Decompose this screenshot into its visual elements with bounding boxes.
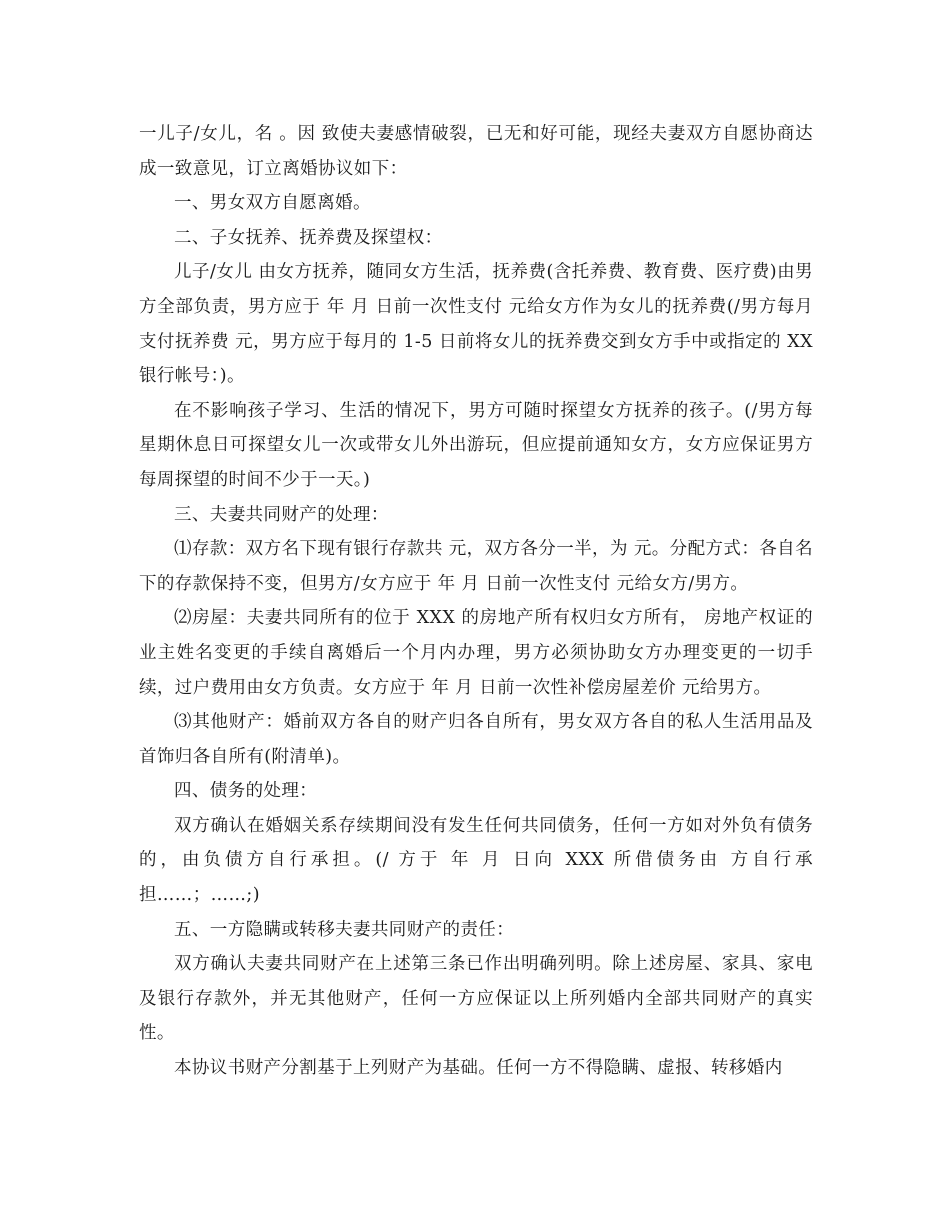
clause-4-heading: 四、债务的处理： bbox=[174, 781, 318, 802]
clause-5-basis: 本协议书财产分割基于上列财产为基础。任何一方不得隐瞒、虚报、转移婚内 bbox=[174, 1058, 783, 1079]
clause-3-other-property: ⑶其他财产：婚前双方各自的财产归各自所有，男女双方各自的私人生活用品及首饰归各自所有(附清单)。 bbox=[139, 712, 813, 767]
clause-3-deposits: ⑴存款：双方名下现有银行存款共 元，双方各分一半，为 元。分配方式：各自名下的存款保持不变，但男方/女方应于 年 月 日前一次性支付 元给女方/男方。 bbox=[139, 539, 813, 594]
paragraph-intro-continued: 一儿子/女儿，名 。因 致使夫妻感情破裂，已无和好可能，现经夫妻双方自愿协商达成一致意见，订立离婚协议如下： bbox=[139, 124, 813, 179]
clause-4-debts: 双方确认在婚姻关系存续期间没有发生任何共同债务，任何一方如对外负有债务的，由负债方自行承担。(/ 方于 年 月 日向 XXX 所借债务由 方自行承担……；……;) bbox=[139, 815, 813, 906]
clause-2-visitation: 在不影响孩子学习、生活的情况下，男方可随时探望女方抚养的孩子。(/男方每星期休息日可探望女儿一次或带女儿外出游玩，但应提前通知女方，女方应保证男方每周探望的时间不少于一天。) bbox=[139, 400, 813, 490]
clause-2-heading: 二、子女抚养、抚养费及探望权： bbox=[174, 227, 443, 248]
clause-3-heading: 三、夫妻共同财产的处理： bbox=[174, 504, 389, 525]
clause-5-heading: 五、一方隐瞒或转移夫妻共同财产的责任： bbox=[174, 919, 515, 940]
document-body bbox=[139, 117, 813, 1086]
clause-1-heading: 一、男女双方自愿离婚。 bbox=[174, 193, 371, 214]
clause-5-confirmation: 双方确认夫妻共同财产在上述第三条已作出明确列明。除上述房屋、家具、家电及银行存款外，并无其他财产，任何一方应保证以上所列婚内全部共同财产的真实性。 bbox=[139, 954, 813, 1044]
clause-3-house: ⑵房屋：夫妻共同所有的位于 XXX 的房地产所有权归女方所有， 房地产权证的业主姓名变更的手续自离婚后一个月内办理，男方必须协助女方办理变更的一切手续，过户费用由女方负责。女方应于 年 月 日前一次性补偿房屋差价 元给男方。 bbox=[139, 608, 813, 698]
clause-2-custody: 儿子/女儿 由女方抚养，随同女方生活，抚养费(含托养费、教育费、医疗费)由男方全部负责，男方应于 年 月 日前一次性支付 元给女方作为女儿的抚养费(/男方每月支付抚养费 元，男方应于每月的 1-5 日前将女儿的抚养费交到女方手中或指定的 XX 银行帐号：)。 bbox=[139, 262, 813, 387]
